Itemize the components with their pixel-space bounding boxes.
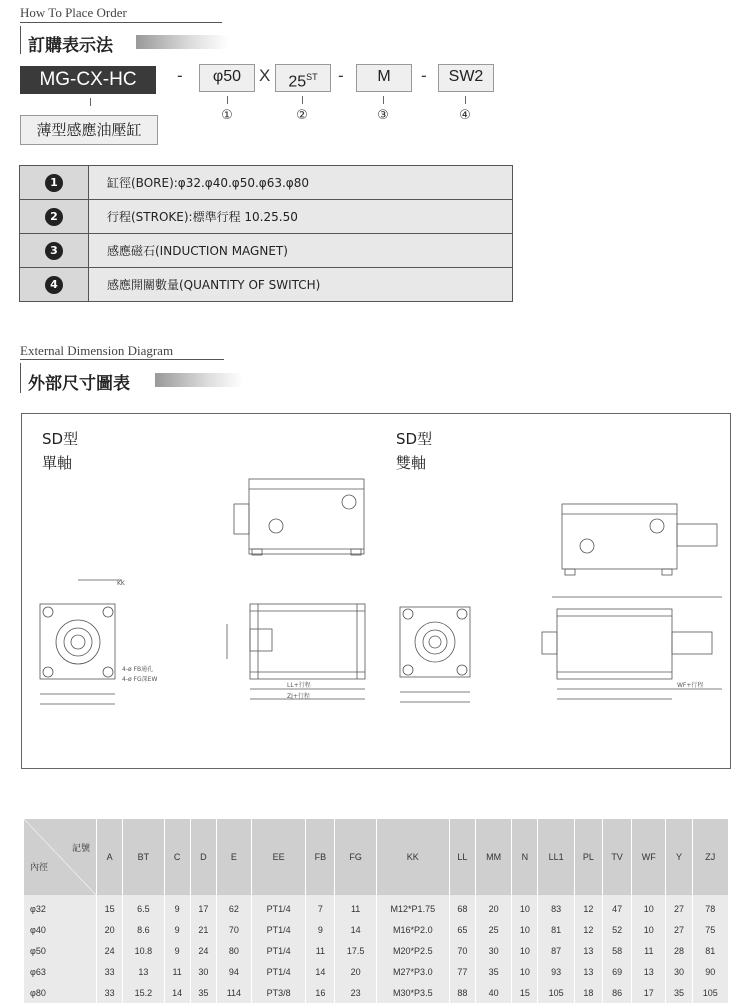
table-cell: 17 [190, 895, 216, 919]
table-cell: 75 [692, 919, 728, 940]
table-cell: M30*P3.5 [376, 982, 449, 1003]
bore-cell: φ32 [24, 895, 97, 919]
table-cell: 20 [476, 895, 512, 919]
table-cell: 15.2 [123, 982, 164, 1003]
spec-row [20, 166, 513, 200]
col-header: FB [306, 819, 335, 895]
table-cell: 16 [306, 982, 335, 1003]
table-cell: 10 [512, 919, 538, 940]
table-cell: 35 [190, 982, 216, 1003]
col-header: ZJ [692, 819, 728, 895]
table-cell: 10 [512, 961, 538, 982]
table-cell: 20 [97, 919, 123, 940]
code-num-1: ① [221, 108, 233, 123]
spec-text: 感應開關數量(QUANTITY OF SWITCH) [89, 268, 513, 302]
table-cell: 15 [512, 982, 538, 1003]
table-cell: 12 [574, 895, 602, 919]
double-rod-top-view [562, 504, 717, 575]
table-cell: 14 [164, 982, 190, 1003]
spec-table [19, 165, 513, 302]
table-cell: 30 [666, 961, 692, 982]
table-cell: PT1/4 [251, 940, 305, 961]
col-header: PL [574, 819, 602, 895]
right-type-sub: 雙軸 [396, 454, 427, 472]
spec-num-badge: 3 [45, 242, 63, 260]
table-cell: M16*P2.0 [376, 919, 449, 940]
table-cell: 35 [476, 961, 512, 982]
model-code-box: MG-CX-HC [20, 66, 156, 94]
table-cell: 27 [666, 919, 692, 940]
table-cell: 81 [692, 940, 728, 961]
col-header: LL1 [538, 819, 574, 895]
label-wf-stroke: WF+行程 [677, 682, 704, 689]
magnet-code-box: M [356, 64, 412, 92]
bore-code-box: φ50 [199, 64, 255, 92]
col-header: D [190, 819, 216, 895]
table-cell: 58 [602, 940, 631, 961]
col-header: FG [335, 819, 376, 895]
single-rod-top-view [234, 479, 364, 555]
table-cell: 30 [190, 961, 216, 982]
table-cell: 33 [97, 961, 123, 982]
table-cell: 40 [476, 982, 512, 1003]
table-row [24, 961, 729, 982]
table-cell: 70 [216, 919, 251, 940]
left-type-label: SD型 [42, 430, 79, 448]
table-cell: 80 [216, 940, 251, 961]
table-cell: 86 [602, 982, 631, 1003]
table-cell: 105 [692, 982, 728, 1003]
table-cell: 10.8 [123, 940, 164, 961]
single-rod-end-view [40, 580, 122, 704]
table-cell: M27*P3.0 [376, 961, 449, 982]
dimension-en-title: External Dimension Diagram [20, 343, 174, 358]
left-type-sub: 單軸 [42, 454, 73, 472]
table-cell: 10 [512, 895, 538, 919]
code-num-3: ③ [377, 108, 389, 123]
order-zh-title: 訂購表示法 [28, 36, 113, 56]
table-cell: 25 [476, 919, 512, 940]
cylinder-drawings [22, 414, 730, 768]
table-cell: 10 [512, 940, 538, 961]
spec-num-badge: 2 [45, 208, 63, 226]
col-header: KK [376, 819, 449, 895]
table-cell: 24 [97, 940, 123, 961]
table-cell: PT3/8 [251, 982, 305, 1003]
table-cell: 30 [476, 940, 512, 961]
bore-cell: φ80 [24, 982, 97, 1003]
table-cell: 7 [306, 895, 335, 919]
label-holes-2: 4-ø FG深EW [122, 676, 158, 683]
separator-1: - [177, 66, 183, 85]
table-cell: 10 [632, 895, 666, 919]
label-holes-1: 4-ø FB通孔 [122, 666, 154, 673]
dimension-zh-title: 外部尺寸圖表 [28, 374, 130, 394]
table-cell: 114 [216, 982, 251, 1003]
table-cell: 9 [164, 895, 190, 919]
table-cell: 90 [692, 961, 728, 982]
table-cell: 15 [97, 895, 123, 919]
col-header: TV [602, 819, 631, 895]
table-cell: 21 [190, 919, 216, 940]
table-cell: PT1/4 [251, 895, 305, 919]
table-cell: 65 [449, 919, 475, 940]
table-cell: 6.5 [123, 895, 164, 919]
corner-label-top: 記號 [71, 843, 90, 853]
table-row [24, 940, 729, 961]
separator-2: - [338, 66, 344, 85]
table-cell: 17.5 [335, 940, 376, 961]
table-cell: 20 [335, 961, 376, 982]
bore-cell: φ50 [24, 940, 97, 961]
label-zj-stroke: ZJ+行程 [287, 693, 310, 700]
col-header: MM [476, 819, 512, 895]
col-header: N [512, 819, 538, 895]
title-gradient-bar [136, 35, 228, 49]
bore-cell: φ40 [24, 919, 97, 940]
table-cell: 78 [692, 895, 728, 919]
table-cell: 8.6 [123, 919, 164, 940]
switch-code-box: SW2 [438, 64, 494, 92]
table-cell: 13 [632, 961, 666, 982]
table-cell: 13 [574, 940, 602, 961]
col-header: A [97, 819, 123, 895]
model-name-box: 薄型感應油壓缸 [20, 115, 158, 145]
col-header: LL [449, 819, 475, 895]
dimension-table [24, 819, 729, 1003]
table-cell: 28 [666, 940, 692, 961]
table-row [24, 919, 729, 940]
code-num-4: ④ [459, 108, 471, 123]
spec-text: 行程(STROKE):標準行程 10.25.50 [89, 200, 513, 234]
table-cell: 81 [538, 919, 574, 940]
spec-text: 缸徑(BORE):φ32.φ40.φ50.φ63.φ80 [89, 166, 513, 200]
order-en-title: How To Place Order [20, 5, 127, 20]
table-cell: 12 [574, 919, 602, 940]
col-header: WF [632, 819, 666, 895]
table-cell: 33 [97, 982, 123, 1003]
table-cell: PT1/4 [251, 961, 305, 982]
table-cell: 11 [306, 940, 335, 961]
table-cell: 52 [602, 919, 631, 940]
table-cell: 18 [574, 982, 602, 1003]
label-ll-stroke: LL+行程 [287, 682, 311, 689]
table-cell: 9 [306, 919, 335, 940]
col-header: BT [123, 819, 164, 895]
table-cell: 77 [449, 961, 475, 982]
table-cell: 24 [190, 940, 216, 961]
spec-text: 感應磁石(INDUCTION MAGNET) [89, 234, 513, 268]
table-cell: 23 [335, 982, 376, 1003]
col-header: EE [251, 819, 305, 895]
separator-x: X [259, 66, 271, 85]
table-cell: 11 [335, 895, 376, 919]
table-header-row [24, 819, 729, 895]
table-corner-cell [24, 819, 97, 895]
title-gradient-bar [155, 373, 243, 387]
col-header: E [216, 819, 251, 895]
right-type-label: SD型 [396, 430, 433, 448]
table-cell: 83 [538, 895, 574, 919]
table-cell: PT1/4 [251, 919, 305, 940]
table-cell: 17 [632, 982, 666, 1003]
spec-row [20, 234, 513, 268]
table-cell: 9 [164, 919, 190, 940]
table-cell: 47 [602, 895, 631, 919]
spec-row [20, 200, 513, 234]
table-cell: M12*P1.75 [376, 895, 449, 919]
table-cell: 68 [449, 895, 475, 919]
table-cell: 62 [216, 895, 251, 919]
table-row [24, 982, 729, 1003]
spec-row [20, 268, 513, 302]
table-cell: 11 [632, 940, 666, 961]
table-cell: 35 [666, 982, 692, 1003]
table-cell: 11 [164, 961, 190, 982]
double-rod-end-view [400, 607, 470, 702]
table-cell: M20*P2.5 [376, 940, 449, 961]
table-cell: 13 [574, 961, 602, 982]
spec-num-badge: 1 [45, 174, 63, 192]
table-cell: 13 [123, 961, 164, 982]
label-kk: KK [117, 580, 125, 587]
table-cell: 94 [216, 961, 251, 982]
table-cell: 93 [538, 961, 574, 982]
code-num-2: ② [296, 108, 308, 123]
stroke-code-box: 25ST [275, 64, 331, 92]
separator-3: - [421, 66, 427, 85]
table-cell: 70 [449, 940, 475, 961]
table-row [24, 895, 729, 919]
dimension-diagram-panel [21, 413, 731, 769]
table-cell: 69 [602, 961, 631, 982]
table-cell: 10 [632, 919, 666, 940]
table-cell: 105 [538, 982, 574, 1003]
table-cell: 9 [164, 940, 190, 961]
table-cell: 14 [335, 919, 376, 940]
table-cell: 87 [538, 940, 574, 961]
bore-cell: φ63 [24, 961, 97, 982]
spec-num-badge: 4 [45, 276, 63, 294]
table-cell: 14 [306, 961, 335, 982]
table-cell: 27 [666, 895, 692, 919]
table-cell: 88 [449, 982, 475, 1003]
corner-label-bottom: 內徑 [30, 862, 49, 872]
col-header: C [164, 819, 190, 895]
col-header: Y [666, 819, 692, 895]
